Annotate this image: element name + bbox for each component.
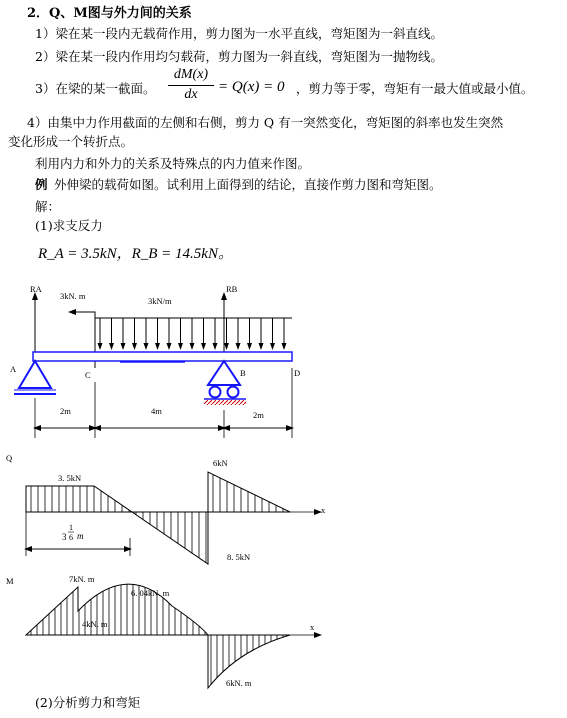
load-arrow-head — [282, 343, 287, 350]
example-label: 例 — [35, 177, 48, 192]
shear-axis-label: Q — [6, 453, 13, 463]
load-arrow-head — [236, 343, 241, 350]
load-arrow-head — [144, 343, 149, 350]
solution-label: 解： — [35, 199, 61, 214]
shear-value-right: 6kN — [213, 458, 228, 468]
point-a-label: A — [10, 364, 17, 374]
rule-4-line-1: 4）由集中力作用截面的左侧和右侧，剪力 Q 有一突然变化，弯矩图的斜率也发生突然 — [27, 115, 504, 130]
load-arrow-head — [121, 343, 126, 350]
rule-1: 1）梁在某一段内无载荷作用，剪力图为一水平直线，弯矩图为一斜直线。 — [35, 26, 443, 41]
load-arrow-head — [270, 343, 275, 350]
ra-label: RA — [30, 284, 42, 294]
span-cb-label: 4m — [151, 406, 162, 416]
moment-value-b: 6kN. m — [226, 678, 252, 688]
point-b-label: B — [240, 368, 246, 378]
rule-3-numerator: dM(x) — [173, 67, 209, 82]
load-arrow-head — [190, 343, 195, 350]
section-heading: 2．Q、M图与外力间的关系 — [27, 6, 192, 21]
rule-3-denominator: dx — [184, 87, 198, 102]
moment-value-jump: 7kN. m — [69, 574, 95, 584]
moment-value-c: 4kN. m — [82, 619, 108, 629]
distributed-load-arrows — [98, 318, 287, 350]
point-c-label: C — [85, 370, 91, 380]
step-2: (2)分析剪力和弯矩 — [35, 695, 141, 710]
zero-dist-unit: m — [77, 531, 84, 541]
method-text: 利用内力和外力的关系及特殊点的内力值来作图。 — [35, 156, 311, 171]
load-arrow-head — [247, 343, 252, 350]
span-ac-label: 2m — [60, 406, 71, 416]
beam — [33, 352, 292, 361]
shear-hatch-lines — [31, 474, 283, 562]
rule-4-line-2: 变化形成一个转折点。 — [8, 134, 134, 149]
moment-label: 3kN. m — [60, 291, 86, 301]
zero-dist-num: 1 — [69, 523, 73, 532]
load-label: 3kN/m — [148, 296, 172, 306]
shear-x-label: x — [321, 505, 326, 515]
dimension-lines — [35, 368, 292, 438]
example-text: 外伸梁的载荷如图。试利用上面得到的结论，直接作剪力图和弯矩图。 — [54, 177, 442, 192]
load-arrow-head — [213, 343, 218, 350]
load-arrow-head — [167, 343, 172, 350]
span-bd-label: 2m — [253, 410, 264, 420]
moment-value-max: 6. 04kN. m — [131, 588, 170, 598]
zero-dist-whole: 3 — [62, 532, 67, 542]
load-arrow-head — [224, 343, 229, 350]
load-arrow-head — [178, 343, 183, 350]
point-d-label: D — [294, 368, 301, 378]
rule-3-prefix: 3）在梁的某一截面。 — [35, 81, 156, 96]
load-arrow-head — [132, 343, 137, 350]
shear-value-left: 3. 5kN — [58, 473, 82, 483]
load-arrow-head — [98, 343, 103, 350]
shear-outline — [26, 472, 290, 564]
load-arrow-head — [259, 343, 264, 350]
moment-outline — [26, 584, 290, 688]
shear-value-neg: 8. 5kN — [227, 552, 251, 562]
zero-dist-den: 6 — [69, 533, 73, 542]
rb-label: RB — [226, 284, 238, 294]
load-arrow-head — [155, 343, 160, 350]
step-1: (1)求支反力 — [35, 218, 103, 233]
reactions: R_A = 3.5kN，R_B = 14.5kN。 — [38, 246, 233, 262]
rule-3-equation: = Q(x) = 0 — [218, 79, 285, 95]
moment-hatch-lines — [31, 584, 289, 684]
load-arrow-head — [109, 343, 114, 350]
rule-2: 2）梁在某一段内作用均匀载荷，剪力图为一斜直线，弯矩图为一抛物线。 — [35, 49, 443, 64]
moment-axis-label: M — [6, 576, 14, 586]
pin-support-a — [14, 361, 56, 394]
moment-x-label: x — [310, 622, 315, 632]
load-arrow-head — [201, 343, 206, 350]
rule-3-suffix: ，剪力等于零，弯矩有一最大值或最小值。 — [296, 81, 534, 96]
